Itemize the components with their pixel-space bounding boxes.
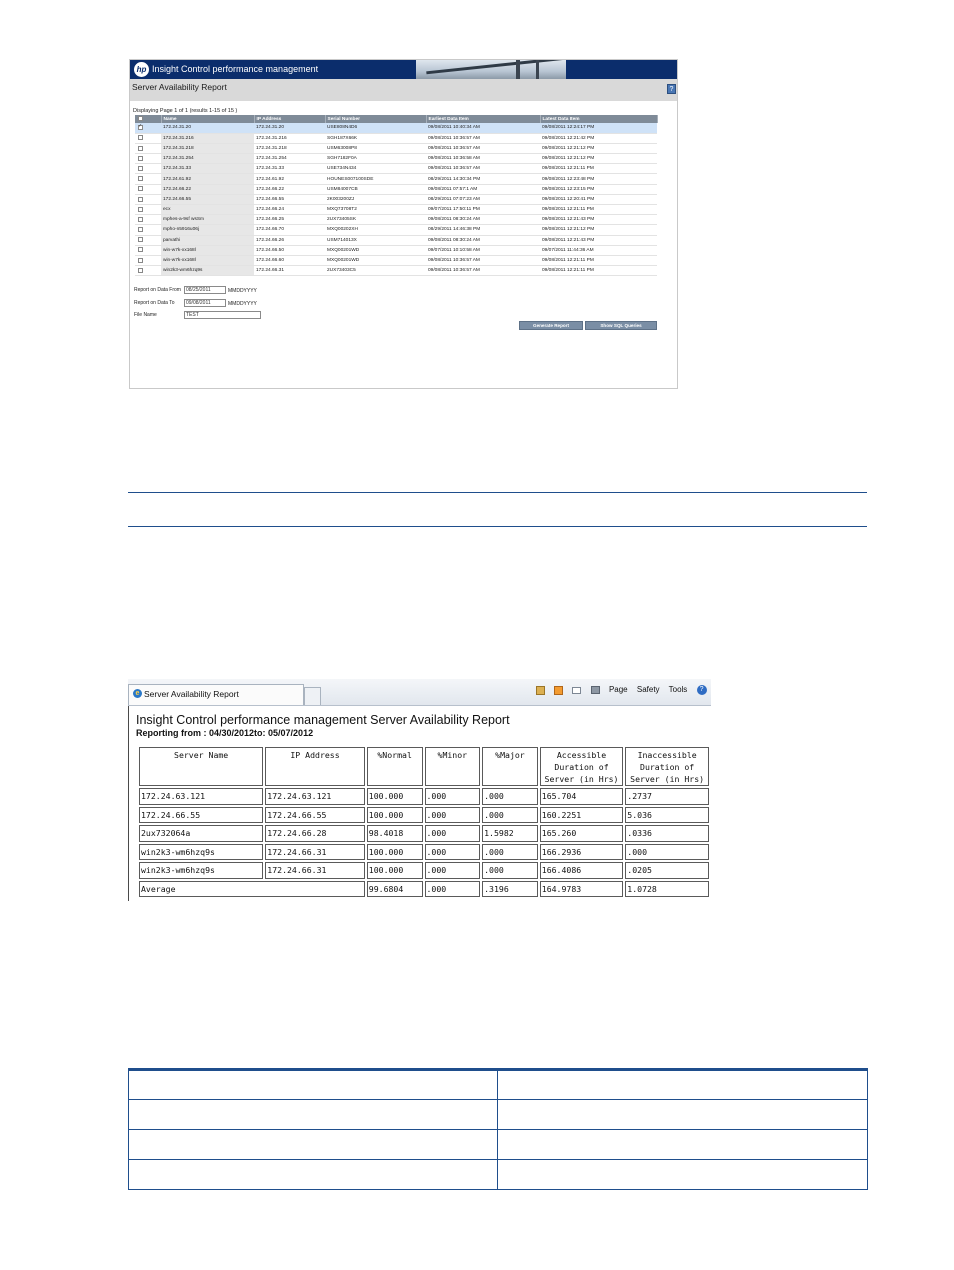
inaccessible-cell: .000 <box>625 844 709 861</box>
ip-address-cell: 172.24.66.26 <box>254 235 325 245</box>
header-strip <box>566 60 678 79</box>
inaccessible-cell: .0205 <box>625 862 709 879</box>
average-major: .3196 <box>482 881 538 898</box>
browser-toolbar <box>128 679 711 706</box>
latest-data-cell: 09/08/2011 12:21:11 PM <box>540 255 657 265</box>
table-row <box>139 844 709 861</box>
from-date-label: Report on Data From <box>134 287 181 293</box>
ip-address-cell: 172.24.66.55 <box>265 807 365 824</box>
earliest-data-cell: 09/08/2011 10:36:57 AM <box>426 143 540 153</box>
table-row <box>129 1160 868 1190</box>
normal-cell: 100.000 <box>367 844 423 861</box>
col-normal: %Normal <box>367 747 423 786</box>
table-row <box>129 1100 868 1130</box>
earliest-data-cell: 09/07/2011 17:50:11 PM <box>426 205 540 215</box>
page-menu[interactable]: Page <box>608 685 628 695</box>
mail-icon[interactable] <box>572 687 581 694</box>
normal-cell: 100.000 <box>367 788 423 805</box>
table-cell <box>129 1130 498 1160</box>
minor-cell: .000 <box>425 807 481 824</box>
browser-tab-title: Server Availability Report <box>144 689 239 699</box>
server-name-cell: 2ux732064a <box>139 825 263 842</box>
server-name-cell: win2k3-wm6hzq9s <box>139 862 263 879</box>
col-accessible: Accessible Duration of Server (in Hrs) <box>540 747 624 786</box>
server-row[interactable] <box>135 174 657 184</box>
from-date-input[interactable]: 08/25/2011 <box>184 286 226 294</box>
paging-info: Displaying Page 1 of 1 (results 1-15 of 15 ) <box>133 108 238 114</box>
ip-address-cell: 172.24.31.20 <box>254 123 325 133</box>
latest-data-cell: 09/08/2011 12:21:43 PM <box>540 235 657 245</box>
from-date-format: MMDDYYYY <box>228 288 257 294</box>
server-name-cell: mphes-a-9sf wsSm <box>161 215 254 225</box>
earliest-data-cell: 08/29/2011 14:30:34 PM <box>426 174 540 184</box>
serial-number-cell: USM63008P8 <box>325 143 426 153</box>
browser-help-icon[interactable]: ? <box>697 685 707 695</box>
ip-address-cell: 172.24.66.31 <box>265 862 365 879</box>
app-header-title: Insight Control performance management <box>152 64 319 74</box>
col-inaccessible: Inaccessible Duration of Server (in Hrs) <box>625 747 709 786</box>
server-name-cell: parvathi <box>161 235 254 245</box>
col-server-name: Server Name <box>139 747 263 786</box>
server-row[interactable] <box>135 255 657 265</box>
normal-cell: 98.4018 <box>367 825 423 842</box>
table-row <box>139 825 709 842</box>
inaccessible-cell: 5.036 <box>625 807 709 824</box>
serial-number-cell: MXQ00201WD <box>325 245 426 255</box>
major-cell: .000 <box>482 807 538 824</box>
major-cell: 1.5982 <box>482 825 538 842</box>
print-icon[interactable] <box>591 686 600 694</box>
accessible-cell: 160.2251 <box>540 807 624 824</box>
column-header-latest[interactable]: Latest Data Item <box>540 115 657 123</box>
normal-cell: 100.000 <box>367 862 423 879</box>
show-sql-queries-button[interactable]: Show SQL Queries <box>585 321 657 330</box>
server-name-cell: mpho-n5916u06j <box>161 225 254 235</box>
serial-number-cell: HOUNES007100SDE <box>325 174 426 184</box>
average-normal: 99.6804 <box>367 881 423 898</box>
ip-address-cell: 172.24.61.92 <box>254 174 325 184</box>
serial-number-cell: USE808N4D6 <box>325 123 426 133</box>
browser-report-screenshot <box>128 679 711 901</box>
serial-number-cell: MXQ73708T2 <box>325 205 426 215</box>
server-name-cell: 172.24.31.216 <box>161 133 254 143</box>
earliest-data-cell: 08/29/2011 07:07:23 AM <box>426 194 540 204</box>
row-checkbox[interactable] <box>135 225 161 235</box>
server-row[interactable] <box>135 215 657 225</box>
app-header <box>130 60 678 79</box>
select-all-checkbox[interactable] <box>135 115 161 123</box>
table-row <box>129 1070 868 1100</box>
latest-data-cell: 09/08/2011 12:21:11 PM <box>540 205 657 215</box>
ip-address-cell: 172.24.66.31 <box>254 266 325 276</box>
major-cell: .000 <box>482 844 538 861</box>
row-checkbox[interactable] <box>135 245 161 255</box>
server-row[interactable] <box>135 133 657 143</box>
latest-data-cell: 09/08/2011 12:23:48 PM <box>540 174 657 184</box>
earliest-data-cell: 09/08/2011 10:36:57 AM <box>426 133 540 143</box>
ip-address-cell: 172.24.66.50 <box>254 245 325 255</box>
server-row[interactable] <box>135 154 657 164</box>
hp-logo-icon: hp <box>134 62 149 77</box>
row-checkbox[interactable] <box>135 133 161 143</box>
table-cell <box>498 1070 868 1100</box>
availability-report-title: Insight Control performance management Server Availability Report <box>136 713 510 727</box>
help-icon[interactable]: ? <box>667 84 676 94</box>
table-cell <box>129 1100 498 1130</box>
earliest-data-cell: 09/08/2011 10:36:57 AM <box>426 164 540 174</box>
ip-address-cell: 172.24.66.28 <box>265 825 365 842</box>
earliest-data-cell: 09/08/2011 10:36:57 AM <box>426 266 540 276</box>
divider-bottom <box>128 526 867 527</box>
serial-number-cell: SGH187X66K <box>325 133 426 143</box>
serial-number-cell: USM714013X <box>325 235 426 245</box>
table-row <box>139 807 709 824</box>
ip-address-cell: 172.24.31.216 <box>254 133 325 143</box>
availability-table <box>137 745 711 899</box>
new-tab-button[interactable] <box>304 687 321 705</box>
earliest-data-cell: 09/08/2011 10:36:57 AM <box>426 255 540 265</box>
serial-number-cell: MXQ00202XH <box>325 225 426 235</box>
ip-address-cell: 172.24.63.121 <box>265 788 365 805</box>
server-name-cell: win-w7k-xx168l <box>161 245 254 255</box>
server-row[interactable] <box>135 235 657 245</box>
minor-cell: .000 <box>425 825 481 842</box>
latest-data-cell: 09/08/2011 12:21:11 PM <box>540 266 657 276</box>
ip-address-cell: 172.24.66.24 <box>254 205 325 215</box>
major-cell: .000 <box>482 788 538 805</box>
ip-address-cell: 172.24.66.60 <box>254 255 325 265</box>
server-row[interactable] <box>135 164 657 174</box>
divider-top <box>128 492 867 493</box>
average-accessible: 164.9783 <box>540 881 624 898</box>
row-checkbox[interactable] <box>135 235 161 245</box>
header-banner-image <box>416 60 566 79</box>
major-cell: .000 <box>482 862 538 879</box>
serial-number-cell: 2K003200ZJ <box>325 194 426 204</box>
latest-data-cell: 09/08/2011 12:21:12 PM <box>540 143 657 153</box>
serial-number-cell: MXQ00201WD <box>325 255 426 265</box>
row-checkbox[interactable] <box>135 255 161 265</box>
ip-address-cell: 172.24.31.254 <box>254 154 325 164</box>
latest-data-cell: 09/07/2011 11:44:36 AM <box>540 245 657 255</box>
latest-data-cell: 09/08/2011 12:21:12 PM <box>540 225 657 235</box>
server-name-cell: win2k3-wm6hzq9s <box>161 266 254 276</box>
latest-data-cell: 09/08/2011 12:21:12 PM <box>540 154 657 164</box>
to-date-format: MMDDYYYY <box>228 301 257 307</box>
table-cell <box>129 1160 498 1190</box>
row-checkbox[interactable] <box>135 174 161 184</box>
server-row[interactable] <box>135 123 657 133</box>
serial-number-cell: 2UX73405SK <box>325 215 426 225</box>
table-cell <box>498 1160 868 1190</box>
column-header-name[interactable]: Name <box>161 115 254 123</box>
table-row <box>129 1130 868 1160</box>
table-cell <box>129 1070 498 1100</box>
row-checkbox[interactable] <box>135 123 161 133</box>
latest-data-cell: 09/08/2011 12:21:43 PM <box>540 215 657 225</box>
server-row[interactable] <box>135 205 657 215</box>
column-header-earliest[interactable]: Earliest Data Item <box>426 115 540 123</box>
tools-menu[interactable]: Tools <box>668 685 688 695</box>
row-checkbox[interactable] <box>135 194 161 204</box>
serial-number-cell: SGH7182F0A <box>325 154 426 164</box>
latest-data-cell: 09/08/2011 12:21:42 PM <box>540 133 657 143</box>
server-name-cell: 172.24.31.20 <box>161 123 254 133</box>
server-name-cell: 172.24.66.22 <box>161 184 254 194</box>
ie-logo-icon: e <box>133 689 142 698</box>
server-name-cell: 172.24.31.33 <box>161 164 254 174</box>
col-ip-address: IP Address <box>265 747 365 786</box>
row-checkbox[interactable] <box>135 215 161 225</box>
row-checkbox[interactable] <box>135 184 161 194</box>
command-bar <box>536 685 711 695</box>
server-name-cell: 172.24.31.254 <box>161 154 254 164</box>
generate-report-button[interactable]: Generate Report <box>519 321 583 330</box>
home-icon[interactable] <box>536 686 545 695</box>
latest-data-cell: 09/08/2011 12:23:15 PM <box>540 184 657 194</box>
insight-control-app-screenshot <box>129 59 678 389</box>
server-row[interactable] <box>135 194 657 204</box>
earliest-data-cell: 09/08/2011 10:40:34 AM <box>426 123 540 133</box>
row-checkbox[interactable] <box>135 266 161 276</box>
minor-cell: .000 <box>425 788 481 805</box>
server-name-cell: win-w7k-xx168l <box>161 255 254 265</box>
server-row[interactable] <box>135 184 657 194</box>
earliest-data-cell: 08/29/2011 14:46:38 PM <box>426 225 540 235</box>
col-minor: %Minor <box>425 747 481 786</box>
server-row[interactable] <box>135 225 657 235</box>
serial-number-cell: 2UX73403C5 <box>325 266 426 276</box>
ip-address-cell: 172.24.66.22 <box>254 184 325 194</box>
column-header-serial[interactable]: Serial Number <box>325 115 426 123</box>
safety-menu[interactable]: Safety <box>636 685 660 695</box>
server-name-cell: ecx <box>161 205 254 215</box>
server-name-cell: win2k3-wm6hzq9s <box>139 844 263 861</box>
server-selection-table <box>135 115 658 276</box>
ip-address-cell: 172.24.66.55 <box>254 194 325 204</box>
to-date-input[interactable]: 09/08/2011 <box>184 299 226 307</box>
file-name-label: File Name <box>134 312 157 318</box>
latest-data-cell: 09/08/2011 12:20:41 PM <box>540 194 657 204</box>
average-row <box>139 881 709 898</box>
average-inaccessible: 1.0728 <box>625 881 709 898</box>
server-row[interactable] <box>135 245 657 255</box>
server-name-cell: 172.24.66.55 <box>161 194 254 204</box>
inaccessible-cell: .2737 <box>625 788 709 805</box>
to-date-label: Report on Data To <box>134 300 175 306</box>
server-row[interactable] <box>135 266 657 276</box>
accessible-cell: 165.260 <box>540 825 624 842</box>
normal-cell: 100.000 <box>367 807 423 824</box>
average-minor: .000 <box>425 881 481 898</box>
row-checkbox[interactable] <box>135 164 161 174</box>
row-checkbox[interactable] <box>135 143 161 153</box>
earliest-data-cell: 09/08/2011 07:57:1 AM <box>426 184 540 194</box>
ip-address-cell: 172.24.31.33 <box>254 164 325 174</box>
latest-data-cell: 09/08/2011 12:24:17 PM <box>540 123 657 133</box>
server-name-cell: 172.24.66.55 <box>139 807 263 824</box>
accessible-cell: 166.4086 <box>540 862 624 879</box>
col-major: %Major <box>482 747 538 786</box>
server-name-cell: 172.24.61.92 <box>161 174 254 184</box>
earliest-data-cell: 09/08/2011 08:30:24 AM <box>426 235 540 245</box>
column-header-ip[interactable]: IP Address <box>254 115 325 123</box>
report-title: Server Availability Report <box>132 82 227 92</box>
table-row <box>139 788 709 805</box>
window-edge <box>128 706 129 901</box>
report-title-bar <box>130 79 678 101</box>
file-name-input[interactable]: TEST <box>184 311 261 319</box>
serial-number-cell: USM84007CB <box>325 184 426 194</box>
ip-address-cell: 172.24.66.31 <box>265 844 365 861</box>
earliest-data-cell: 09/08/2011 08:30:24 AM <box>426 215 540 225</box>
accessible-cell: 166.2936 <box>540 844 624 861</box>
availability-report-range: Reporting from : 04/30/2012to: 05/07/2012 <box>136 728 314 738</box>
server-row[interactable] <box>135 143 657 153</box>
earliest-data-cell: 09/07/2011 10:10:58 AM <box>426 245 540 255</box>
feeds-icon[interactable] <box>554 686 563 695</box>
serial-number-cell: USE734N434 <box>325 164 426 174</box>
minor-cell: .000 <box>425 862 481 879</box>
table-cell <box>498 1100 868 1130</box>
ip-address-cell: 172.24.66.25 <box>254 215 325 225</box>
latest-data-cell: 09/08/2011 12:21:11 PM <box>540 164 657 174</box>
ip-address-cell: 172.24.66.70 <box>254 225 325 235</box>
table-row <box>139 862 709 879</box>
average-label: Average <box>139 881 365 898</box>
table-cell <box>498 1130 868 1160</box>
server-name-cell: 172.24.63.121 <box>139 788 263 805</box>
row-checkbox[interactable] <box>135 205 161 215</box>
inaccessible-cell: .0336 <box>625 825 709 842</box>
server-name-cell: 172.24.31.218 <box>161 143 254 153</box>
accessible-cell: 165.704 <box>540 788 624 805</box>
row-checkbox[interactable] <box>135 154 161 164</box>
browser-tab[interactable] <box>128 684 304 705</box>
empty-table <box>128 1068 868 1190</box>
ip-address-cell: 172.24.31.218 <box>254 143 325 153</box>
earliest-data-cell: 09/08/2011 10:36:58 AM <box>426 154 540 164</box>
minor-cell: .000 <box>425 844 481 861</box>
